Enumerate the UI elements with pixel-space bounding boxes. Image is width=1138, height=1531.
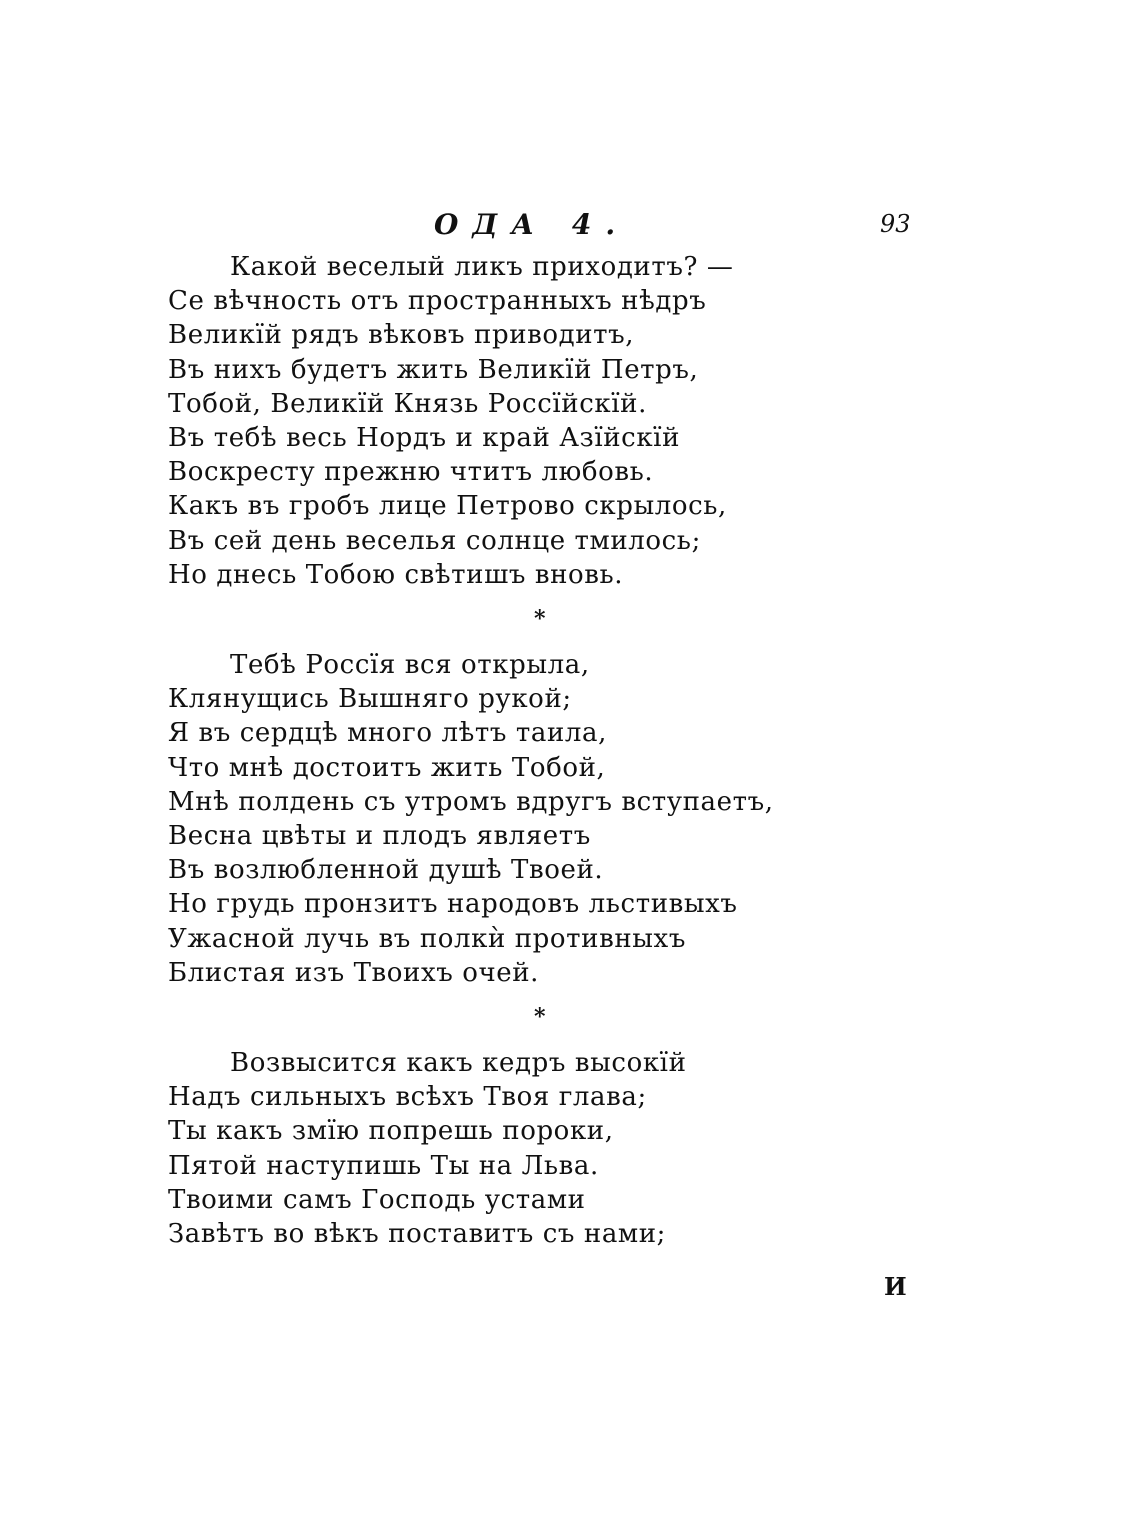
verse-line: Тебѣ Россїя вся открыла, (230, 650, 590, 680)
stanza-1 (168, 250, 808, 592)
verse-line: Весна цвѣты и плодъ являетъ (168, 820, 591, 851)
verse-line: Въ нихъ будетъ жить Великїй Петръ, (168, 354, 699, 385)
verse-line: Блистая изъ Твоихъ очей. (168, 957, 540, 988)
verse-line: Въ тебѣ весь Нордъ и край Азїйскїй (168, 422, 681, 453)
stanza-separator: * (534, 606, 546, 632)
verse-line: Твоими самъ Господь устами (168, 1184, 586, 1215)
verse-line: Клянущись Вышняго рукой; (168, 684, 572, 715)
verse-line: Пятой наступишь Ты на Льва. (168, 1150, 599, 1181)
verse-line: Се вѣчность отъ пространныхъ нѣдръ (168, 286, 707, 317)
verse-line: Какой веселый ликъ приходитъ? — (230, 252, 734, 282)
verse-line: Воскресту прежню чтитъ любовь. (168, 457, 654, 488)
verse-line: Въ возлюбленной душѣ Твоей. (168, 855, 604, 886)
verse-line: Но днесь Тобою свѣтишъ вновь. (168, 559, 624, 590)
stanza-2 (168, 648, 808, 990)
verse-line: Ты какъ змїю попрешь пороки, (168, 1116, 614, 1147)
stanza-3 (168, 1046, 808, 1251)
verse-line: Мнѣ полдень съ утромъ вдругъ вступаетъ, (168, 786, 774, 817)
verse-line: Въ сей день веселья солнце тмилось; (168, 525, 701, 556)
running-title: ОДА 4. (434, 208, 630, 241)
verse-line: Завѣтъ во вѣкъ поставитъ съ нами; (168, 1218, 667, 1249)
verse-line: Но грудь пронзитъ народовъ льстивыхъ (168, 889, 738, 920)
verse-line: Великїй рядъ вѣковъ приводитъ, (168, 320, 635, 351)
verse-line: Надъ сильныхъ всѣхъ Твоя глава; (168, 1082, 647, 1113)
verse-line: Тобой, Великїй Князь Россїйскїй. (168, 388, 647, 419)
verse-line: Возвысится какъ кедръ высокїй (230, 1048, 687, 1078)
catchword: И (884, 1272, 907, 1301)
verse-line: Что мнѣ достоитъ жить Тобой, (168, 752, 606, 783)
verse-line: Какъ въ гробъ лице Петрово скрылось, (168, 491, 727, 522)
verse-line: Я въ сердцѣ много лѣтъ таила, (168, 718, 607, 749)
page-number: 93 (880, 210, 911, 238)
stanza-separator: * (534, 1004, 546, 1030)
verse-line: Ужасной лучь въ полкѝ противныхъ (168, 923, 686, 954)
